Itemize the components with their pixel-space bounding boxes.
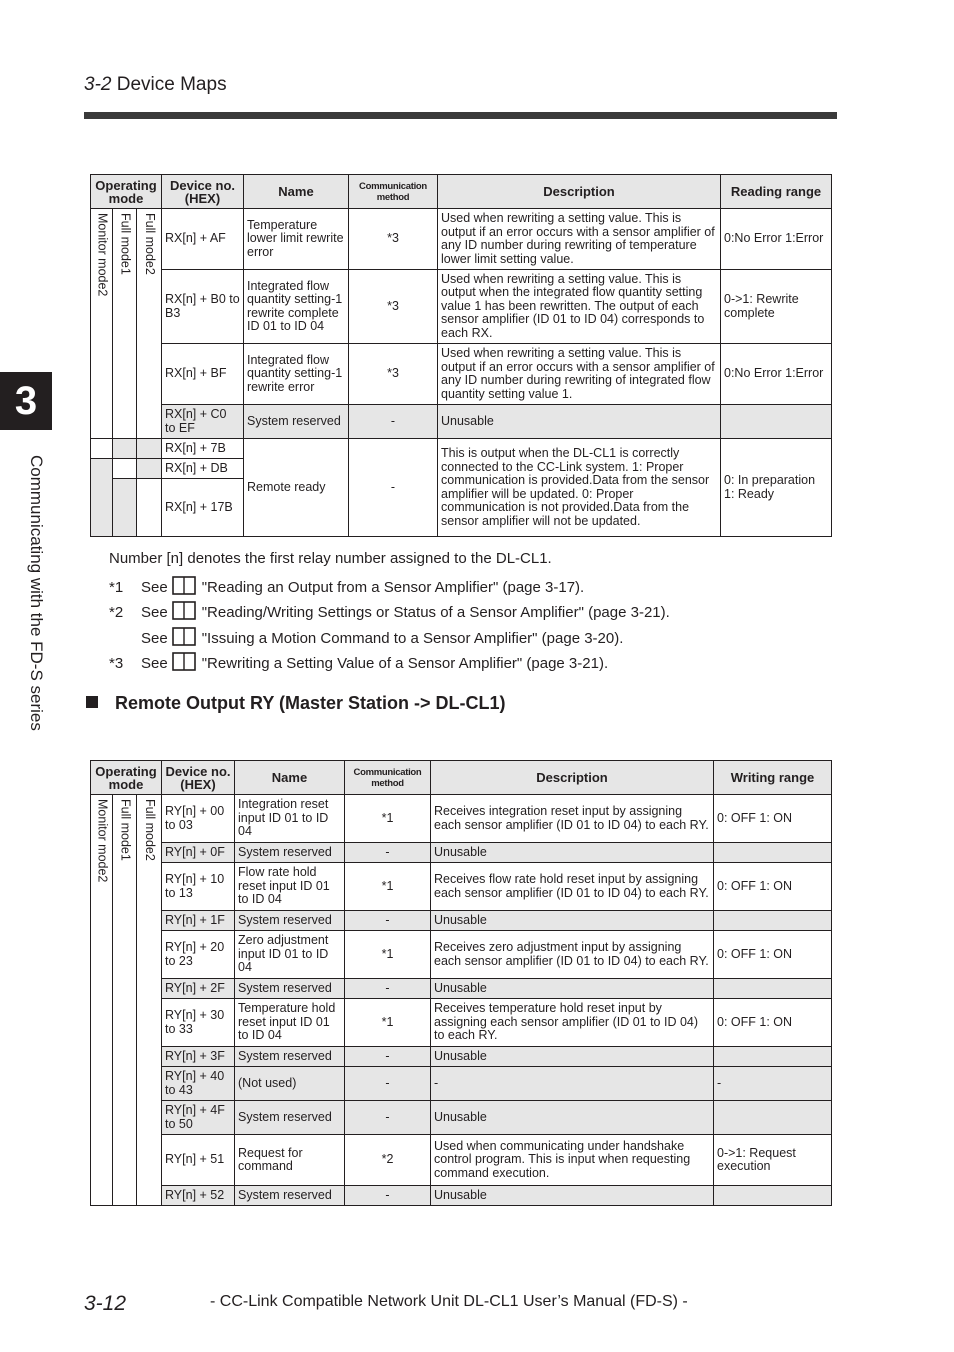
range-cell bbox=[714, 1101, 832, 1135]
method-cell: *2 bbox=[345, 1135, 431, 1186]
range-cell: 0: OFF 1: ON bbox=[714, 999, 832, 1047]
name-cell: System reserved bbox=[235, 1047, 345, 1067]
header-device-no: Device no. (HEX) bbox=[162, 175, 244, 209]
book-icon bbox=[172, 652, 196, 671]
name-cell: Zero adjustment input ID 01 to ID 04 bbox=[235, 931, 345, 979]
method-cell: *1 bbox=[345, 795, 431, 843]
description-cell: Receives temperature hold reset input by assigning each sensor amplifier (ID 01 to ID 04) to each RY. bbox=[431, 999, 714, 1047]
table-row bbox=[91, 1047, 832, 1067]
description-cell: Used when rewriting a setting value. This is output if an error occurs with a sensor amplifier of any ID number during rewriting of integrated flow quantity setting value 1. bbox=[438, 344, 721, 405]
device-cell: RY[n] + 3F bbox=[162, 1047, 235, 1067]
remote-output-section-title: Remote Output RY (Master Station -> DL-CL1) bbox=[86, 693, 506, 714]
method-cell: - bbox=[349, 439, 438, 537]
remote-output-table bbox=[90, 760, 832, 1206]
mode-monitor-mode2: Monitor mode2 bbox=[91, 795, 113, 1206]
method-cell: - bbox=[345, 979, 431, 999]
device-cell: RY[n] + 51 bbox=[162, 1135, 235, 1186]
table-row bbox=[91, 439, 832, 459]
header-communication-method: Communication method bbox=[345, 761, 431, 795]
table-row bbox=[91, 1186, 832, 1206]
device-cell: RX[n] + DB bbox=[162, 459, 244, 479]
table-row bbox=[91, 979, 832, 999]
header-name: Name bbox=[244, 175, 349, 209]
note-link-text[interactable]: "Reading/Writing Settings or Status of a Sensor Amplifier" (page 3-21). bbox=[201, 604, 670, 621]
name-cell: Temperature lower limit rewrite error bbox=[244, 209, 349, 270]
name-cell: System reserved bbox=[235, 1186, 345, 1206]
note-link-text[interactable]: "Issuing a Motion Command to a Sensor Amplifier" (page 3-20). bbox=[201, 630, 624, 647]
range-cell: 0: OFF 1: ON bbox=[714, 795, 832, 843]
table-row bbox=[91, 795, 832, 843]
name-cell: System reserved bbox=[235, 979, 345, 999]
device-cell: RY[n] + 4F to 50 bbox=[162, 1101, 235, 1135]
description-cell: Receives flow rate hold reset input by assigning each sensor amplifier (ID 01 to ID 04) to each RY. bbox=[431, 863, 714, 911]
section-number: 3-2 bbox=[84, 74, 112, 95]
device-cell: RY[n] + 10 to 13 bbox=[162, 863, 235, 911]
book-icon bbox=[172, 576, 196, 595]
device-cell: RY[n] + 0F bbox=[162, 843, 235, 863]
chapter-tab: 3 bbox=[0, 372, 52, 430]
header-description: Description bbox=[438, 175, 721, 209]
method-cell: - bbox=[345, 1047, 431, 1067]
book-icon bbox=[172, 601, 196, 620]
method-cell: *3 bbox=[349, 209, 438, 270]
range-cell: 0:No Error 1:Error bbox=[721, 209, 832, 270]
chapter-side-label: Communicating with the FD-S series bbox=[27, 455, 46, 731]
name-cell: System reserved bbox=[244, 405, 349, 439]
header-writing-range: Writing range bbox=[714, 761, 832, 795]
method-cell: *1 bbox=[345, 931, 431, 979]
note-item: *3 See "Rewriting a Setting Value of a Sensor Amplifier" (page 3-21). bbox=[109, 652, 608, 672]
name-cell: System reserved bbox=[235, 843, 345, 863]
device-cell: RX[n] + AF bbox=[162, 209, 244, 270]
header-device-no: Device no. (HEX) bbox=[162, 761, 235, 795]
section-header bbox=[84, 74, 227, 96]
range-cell: 0: OFF 1: ON bbox=[714, 931, 832, 979]
header-name: Name bbox=[235, 761, 345, 795]
name-cell: Integration reset input ID 01 to ID 04 bbox=[235, 795, 345, 843]
range-cell bbox=[714, 1047, 832, 1067]
manual-title: - CC-Link Compatible Network Unit DL-CL1 User’s Manual (FD-S) - bbox=[210, 1293, 688, 1310]
description-cell: Unusable bbox=[431, 843, 714, 863]
header-description: Description bbox=[431, 761, 714, 795]
range-cell: - bbox=[714, 1067, 832, 1101]
range-cell: 0:No Error 1:Error bbox=[721, 344, 832, 405]
table-row bbox=[91, 209, 832, 270]
name-cell: Remote ready bbox=[244, 439, 349, 537]
device-cell: RY[n] + 2F bbox=[162, 979, 235, 999]
header-communication-method: Communication method bbox=[349, 175, 438, 209]
device-cell: RY[n] + 00 to 03 bbox=[162, 795, 235, 843]
page-number: 3-12 bbox=[84, 1292, 127, 1315]
method-cell: *1 bbox=[345, 863, 431, 911]
square-bullet-icon bbox=[86, 696, 98, 708]
table-row bbox=[91, 931, 832, 979]
device-cell: RY[n] + 1F bbox=[162, 911, 235, 931]
table-row bbox=[91, 1067, 832, 1101]
method-cell: - bbox=[345, 1101, 431, 1135]
mode-full-mode2: Full mode2 bbox=[137, 795, 162, 1206]
description-cell: Unusable bbox=[431, 1047, 714, 1067]
device-cell: RX[n] + 17B bbox=[162, 479, 244, 537]
book-icon bbox=[172, 627, 196, 646]
mode-full-mode1: Full mode1 bbox=[113, 795, 137, 1206]
table-row bbox=[91, 405, 832, 439]
method-cell: - bbox=[345, 911, 431, 931]
table-row bbox=[91, 1101, 832, 1135]
remote-input-table bbox=[90, 174, 832, 537]
mode-full-mode2: Full mode2 bbox=[137, 209, 162, 439]
n-note: Number [n] denotes the first relay number assigned to the DL-CL1. bbox=[109, 550, 552, 567]
range-cell bbox=[714, 979, 832, 999]
description-cell: Used when communicating under handshake control program. This is input when requesting command execution. bbox=[431, 1135, 714, 1186]
range-cell: 0->1: Request execution bbox=[714, 1135, 832, 1186]
mode-full-mode1: Full mode1 bbox=[113, 209, 137, 439]
description-cell: Unusable bbox=[438, 405, 721, 439]
range-cell: 0->1: Rewrite complete bbox=[721, 270, 832, 344]
mode-monitor-mode2: Monitor mode2 bbox=[91, 209, 113, 439]
name-cell: Flow rate hold reset input ID 01 to ID 04 bbox=[235, 863, 345, 911]
name-cell: System reserved bbox=[235, 911, 345, 931]
note-item: *1 See "Reading an Output from a Sensor Amplifier" (page 3-17). bbox=[109, 576, 584, 596]
name-cell: Request for command bbox=[235, 1135, 345, 1186]
table-row bbox=[91, 1135, 832, 1186]
device-cell: RY[n] + 52 bbox=[162, 1186, 235, 1206]
name-cell: Integrated flow quantity setting-1 rewrite error bbox=[244, 344, 349, 405]
device-cell: RY[n] + 20 to 23 bbox=[162, 931, 235, 979]
table-row bbox=[91, 863, 832, 911]
device-cell: RY[n] + 30 to 33 bbox=[162, 999, 235, 1047]
range-cell bbox=[714, 843, 832, 863]
name-cell: Integrated flow quantity setting-1 rewrite complete ID 01 to ID 04 bbox=[244, 270, 349, 344]
description-cell: - bbox=[431, 1067, 714, 1101]
description-cell: Used when rewriting a setting value. This is output if an error occurs with a sensor amplifier of any ID number during rewriting of temperature lower limit setting value. bbox=[438, 209, 721, 270]
method-cell: *1 bbox=[345, 999, 431, 1047]
description-cell: Unusable bbox=[431, 911, 714, 931]
description-cell: This is output when the DL-CL1 is correctly connected to the CC-Link system. 1: Proper communication is provided.Data from the sensor amplifier will be updated. 0: Proper communication is not provided.Data from the sensor amplifier will not be updated. bbox=[438, 439, 721, 537]
table-row bbox=[91, 843, 832, 863]
method-cell: - bbox=[345, 843, 431, 863]
note-item: *2 See "Reading/Writing Settings or Status of a Sensor Amplifier" (page 3-21). bbox=[109, 601, 670, 621]
note-link-text[interactable]: "Rewriting a Setting Value of a Sensor Amplifier" (page 3-21). bbox=[201, 655, 609, 672]
device-cell: RX[n] + C0 to EF bbox=[162, 405, 244, 439]
note-link-text[interactable]: "Reading an Output from a Sensor Amplifier" (page 3-17). bbox=[201, 579, 585, 596]
table-row bbox=[91, 270, 832, 344]
section-title: Device Maps bbox=[116, 74, 227, 95]
range-cell bbox=[714, 1186, 832, 1206]
table-row bbox=[91, 999, 832, 1047]
device-cell: RX[n] + 7B bbox=[162, 439, 244, 459]
name-cell: Temperature hold reset input ID 01 to ID 04 bbox=[235, 999, 345, 1047]
range-cell bbox=[721, 405, 832, 439]
description-cell: Unusable bbox=[431, 1186, 714, 1206]
range-cell: 0: In preparation 1: Ready bbox=[721, 439, 832, 537]
header-rule bbox=[84, 112, 837, 119]
method-cell: - bbox=[349, 405, 438, 439]
range-cell bbox=[714, 911, 832, 931]
device-cell: RY[n] + 40 to 43 bbox=[162, 1067, 235, 1101]
description-cell: Used when rewriting a setting value. This is output when the integrated flow quantity setting value 1 has been rewritten. The output of each sensor amplifier (ID 01 to ID 04) corresponds to each RX. bbox=[438, 270, 721, 344]
name-cell: (Not used) bbox=[235, 1067, 345, 1101]
table-row bbox=[91, 344, 832, 405]
description-cell: Receives zero adjustment input by assigning each sensor amplifier (ID 01 to ID 04) to each RY. bbox=[431, 931, 714, 979]
description-cell: Unusable bbox=[431, 979, 714, 999]
device-cell: RX[n] + B0 to B3 bbox=[162, 270, 244, 344]
header-operating-mode: Operating mode bbox=[91, 761, 162, 795]
description-cell: Receives integration reset input by assigning each sensor amplifier (ID 01 to ID 04) to each RY. bbox=[431, 795, 714, 843]
method-cell: - bbox=[345, 1186, 431, 1206]
header-operating-mode: Operating mode bbox=[91, 175, 162, 209]
method-cell: - bbox=[345, 1067, 431, 1101]
note-item: See "Issuing a Motion Command to a Sensor Amplifier" (page 3-20). bbox=[109, 627, 623, 647]
header-reading-range: Reading range bbox=[721, 175, 832, 209]
table-row bbox=[91, 911, 832, 931]
method-cell: *3 bbox=[349, 344, 438, 405]
range-cell: 0: OFF 1: ON bbox=[714, 863, 832, 911]
method-cell: *3 bbox=[349, 270, 438, 344]
device-cell: RX[n] + BF bbox=[162, 344, 244, 405]
description-cell: Unusable bbox=[431, 1101, 714, 1135]
name-cell: System reserved bbox=[235, 1101, 345, 1135]
